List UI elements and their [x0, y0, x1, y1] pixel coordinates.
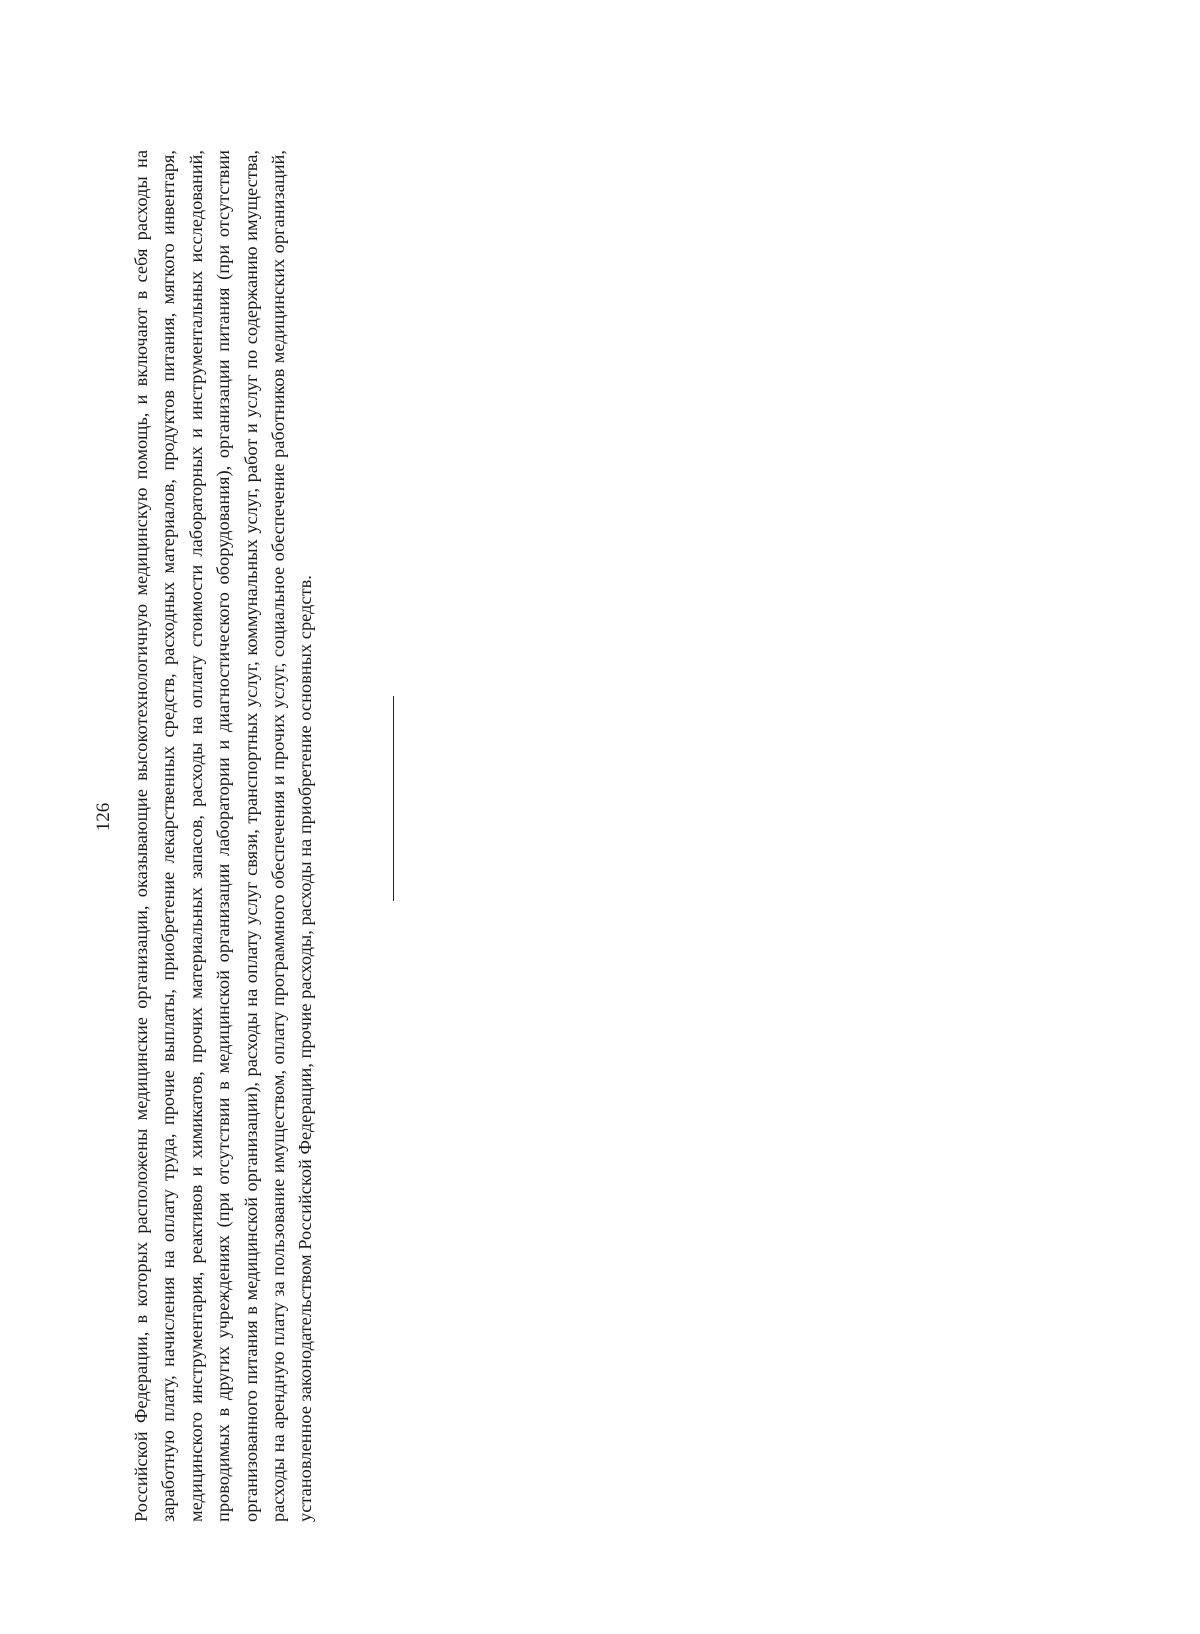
- body-paragraph: Российской Федерации, в которых расположены медицинские организации, оказывающие высокотехнологичную медицинскую помощь, и включают в себя расходы на заработную плату, начисления на оплату труда, прочие выплаты, приобретение лекарственных средств, расходных материалов, продуктов питания, мягкого инвентаря, медицинского инструментария, реактивов и химикатов, прочих материальных запасов, расходы на оплату стоимости лабораторных и инструментальных исследований, проводимых в других учреждениях (при отсутствии в медицинской организации лаборатории и диагностического оборудования), организации питания (при отсутствии организованного питания в медицинской организации), расходы на оплату услуг связи, транспортных услуг, коммунальных услуг, работ и услуг по содержанию имущества, расходы на арендную плату за пользование имуществом, оплату программного обеспечения и прочих услуг, социальное обеспечение работников медицинских организаций, установленное законодательством Российской Федерации, прочие расходы, расходы на приобретение основных средств.: [131, 150, 316, 1522]
- end-separator-line: [393, 696, 394, 901]
- page-number: 126: [93, 802, 114, 832]
